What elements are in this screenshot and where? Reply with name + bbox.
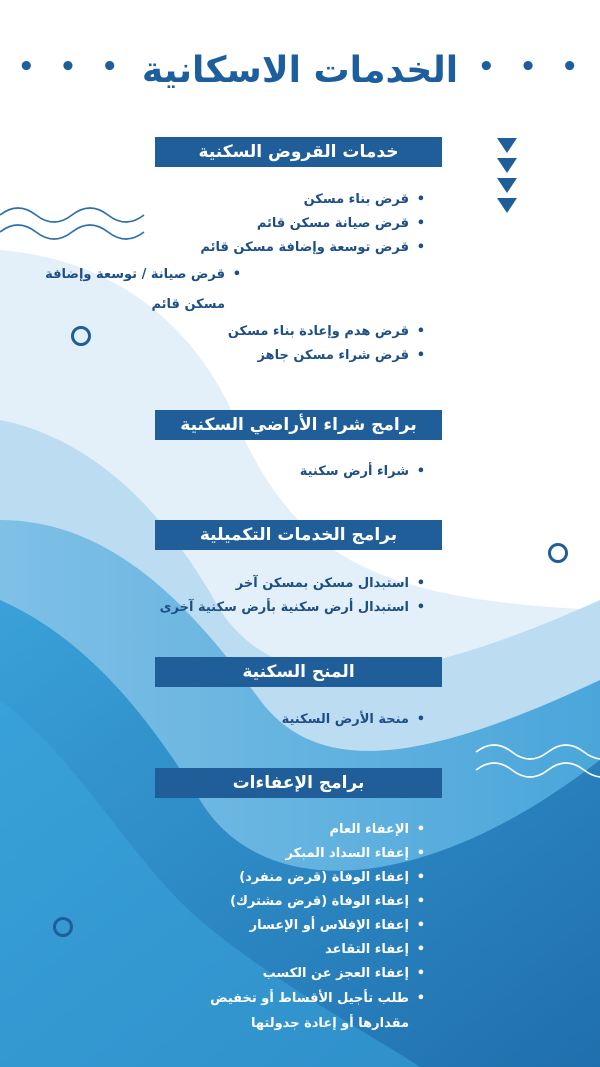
list-item: • إعفاء الوفاة (قرض منفرد) <box>15 866 425 890</box>
list-item: • إعفاء الإفلاس أو الإعسار <box>15 914 425 938</box>
title-dots-right: • • • <box>478 52 586 82</box>
list-item: • إعفاء التقاعد <box>15 938 425 962</box>
complementary-services-list <box>15 572 425 620</box>
list-item: • استبدال أرض سكنية بأرض سكنية آخرى <box>15 596 425 620</box>
list-item: • إعفاء الوفاة (قرض مشترك) <box>15 890 425 914</box>
list-item: • قرض توسعة وإضافة مسكن قائم <box>15 236 425 260</box>
section-heading-complementary-services: برامج الخدمات التكميلية <box>155 520 442 550</box>
housing-grants-list <box>15 708 425 732</box>
triangle-down-icon <box>497 138 517 213</box>
list-item: • قرض صيانة / توسعة وإضافة مسكن قائم <box>15 260 241 320</box>
list-item: • قرض هدم وإعادة بناء مسكن <box>15 320 425 344</box>
list-item: • استبدال مسكن بمسكن آخر <box>15 572 425 596</box>
list-item: • قرض شراء مسكن جاهز <box>15 344 425 368</box>
section-heading-exemptions: برامج الإعفاءات <box>155 768 442 798</box>
list-item: • إعفاء السداد المبكر <box>15 842 425 866</box>
section-heading-housing-loans: خدمات القروض السكنية <box>155 137 442 167</box>
list-item: • طلب تأجيل الأقساط أو تخفيض مقدارها أو إعادة جدولتها <box>179 986 425 1036</box>
section-heading-housing-grants: المنح السكنية <box>155 657 442 687</box>
list-item: • منحة الأرض السكنية <box>15 708 425 732</box>
list-item: • قرض صيانة مسكن قائم <box>15 212 425 236</box>
title-dots-left: • • • <box>18 52 126 82</box>
circle-outline-icon <box>548 543 568 563</box>
exemptions-list <box>15 818 425 1036</box>
page-title: الخدمات الاسكانية <box>141 49 459 91</box>
land-purchase-list <box>15 460 425 484</box>
list-item: • شراء أرض سكنية <box>15 460 425 484</box>
section-heading-land-purchase: برامج شراء الأراضي السكنية <box>155 410 442 440</box>
list-item: • إعفاء العجز عن الكسب <box>15 962 425 986</box>
housing-loans-list <box>15 188 425 368</box>
list-item: • قرض بناء مسكن <box>15 188 425 212</box>
list-item: • الإعفاء العام <box>15 818 425 842</box>
